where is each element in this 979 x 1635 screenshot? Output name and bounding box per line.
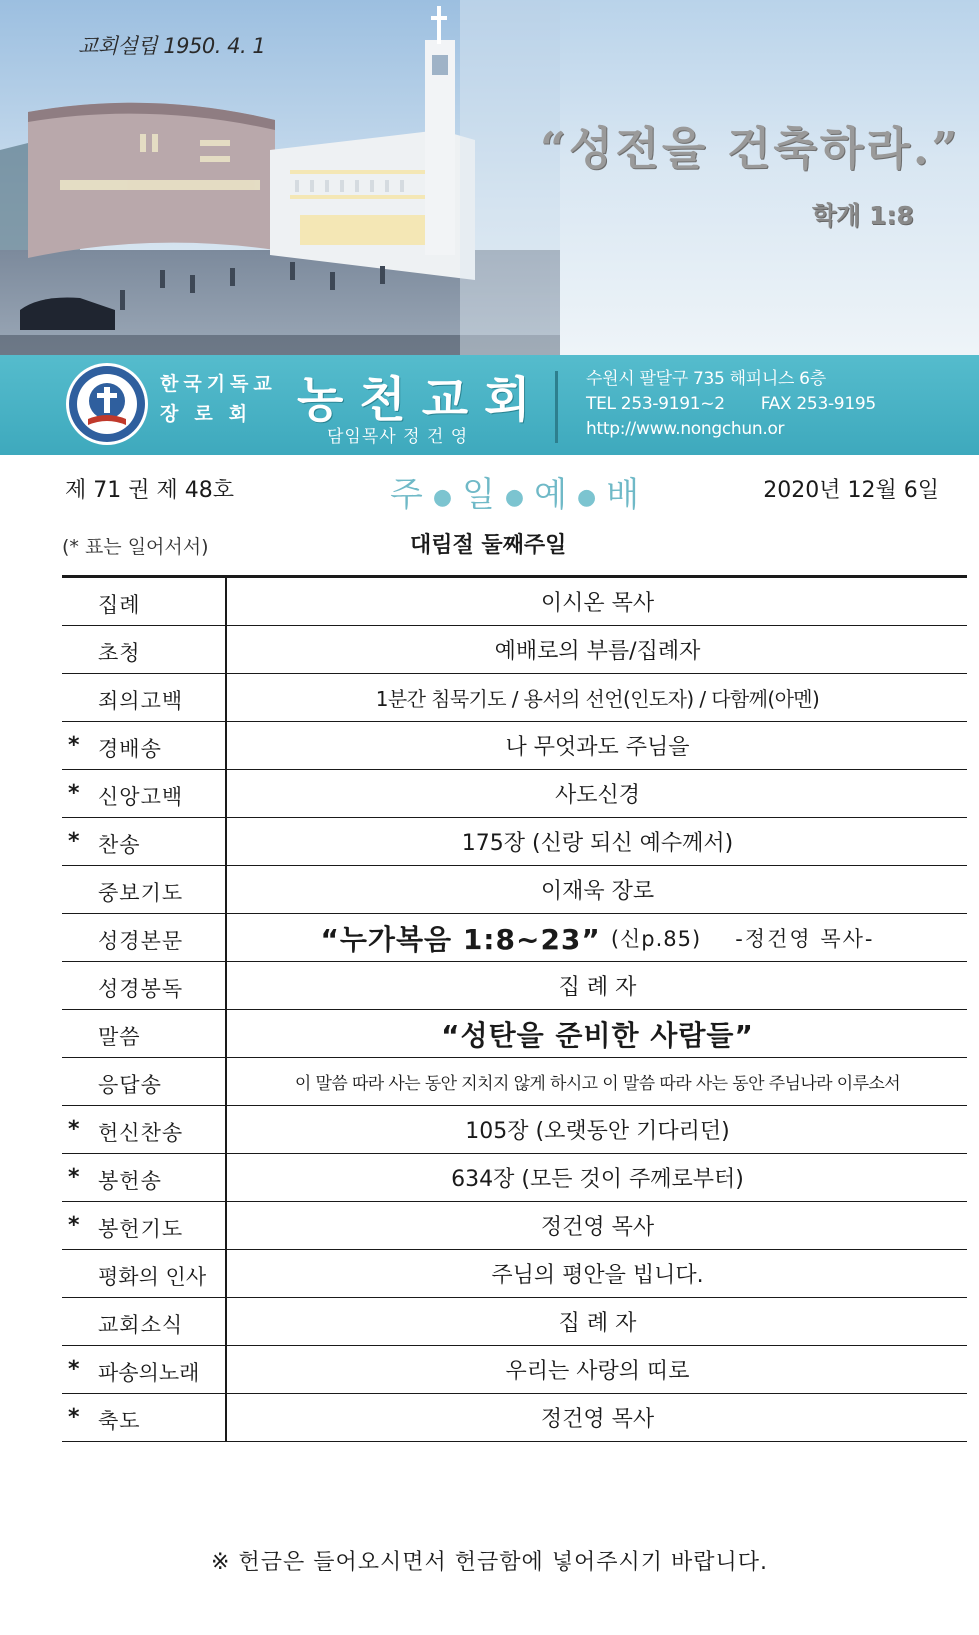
order-content: 주님의 평안을 빕니다. bbox=[491, 1263, 704, 1288]
table-row bbox=[62, 1106, 967, 1154]
church-logo-icon bbox=[64, 361, 150, 447]
service-title-char: 일 bbox=[462, 475, 497, 515]
order-content: 집 례 자 bbox=[558, 1311, 637, 1336]
order-label: 축도 bbox=[98, 1409, 141, 1433]
table-row bbox=[62, 962, 967, 1010]
table-row bbox=[62, 1010, 967, 1058]
website-link[interactable]: http://www.nongchun.or bbox=[586, 419, 785, 439]
offering-notice: ※ 헌금은 들어오시면서 헌금함에 넣어주시기 바랍니다. bbox=[211, 1550, 768, 1575]
preacher: -정건영 목사- bbox=[735, 926, 875, 951]
order-content: 집 례 자 bbox=[558, 975, 637, 1000]
order-label: 죄의고백 bbox=[98, 689, 184, 713]
table-row bbox=[62, 674, 967, 722]
sermon-title: “성탄을 준비한 사람들” bbox=[441, 1018, 754, 1052]
order-content: 1분간 침묵기도 / 용서의 선언(인도자) / 다함께(아멘) bbox=[375, 687, 820, 711]
scripture-reference: “누가복음 1:8~23” bbox=[320, 922, 601, 956]
church-name: 농천교회 bbox=[297, 372, 547, 428]
scripture-page: (신p.85) bbox=[610, 926, 702, 951]
senior-pastor: 담임목사 정 건 영 bbox=[327, 427, 469, 447]
table-row bbox=[62, 1346, 967, 1394]
table-row bbox=[62, 1250, 967, 1298]
order-label: 성경본문 bbox=[98, 929, 184, 953]
order-content: 나 무엇과도 주님을 bbox=[505, 735, 690, 760]
table-row bbox=[62, 1394, 967, 1442]
church-banner bbox=[0, 355, 979, 455]
order-of-worship-table bbox=[62, 575, 967, 1442]
stand-marker: * bbox=[68, 829, 80, 854]
table-row bbox=[62, 866, 967, 914]
fax: FAX 253-9195 bbox=[760, 394, 876, 414]
order-label: 신앙고백 bbox=[98, 785, 184, 809]
order-label: 교회소식 bbox=[98, 1313, 184, 1337]
order-content: 이 말씀 따라 사는 동안 지치지 않게 하시고 이 말씀 따라 사는 동안 주님나라 이루소서 bbox=[294, 1074, 901, 1094]
stand-marker: * bbox=[68, 1117, 80, 1142]
stand-marker: * bbox=[68, 1357, 80, 1382]
denomination-line1: 한국기독교 bbox=[160, 373, 277, 395]
service-title-char: 주 bbox=[390, 475, 425, 515]
order-content: 예배로의 부름/집례자 bbox=[494, 639, 701, 664]
table-row bbox=[62, 1154, 967, 1202]
order-label: 응답송 bbox=[98, 1073, 162, 1097]
service-title: 주 ● 일 ● 예 ● 배 bbox=[390, 475, 642, 515]
stand-marker: * bbox=[68, 733, 80, 758]
motto: “성전을 건축하라.” bbox=[540, 122, 961, 175]
order-content: 정건영 목사 bbox=[540, 1407, 655, 1432]
table-row bbox=[62, 770, 967, 818]
denomination-line2: 장로회 bbox=[160, 403, 264, 425]
service-title-char: 배 bbox=[606, 475, 642, 515]
founding-date: 교회설립 1950. 4. 1 bbox=[78, 34, 266, 58]
service-date: 2020년 12월 6일 bbox=[763, 478, 939, 503]
header-photo bbox=[0, 0, 979, 355]
order-label: 찬송 bbox=[98, 833, 141, 857]
contact-info bbox=[586, 367, 876, 442]
order-content: 175장 (신랑 되신 예수께서) bbox=[461, 831, 734, 856]
table-row bbox=[62, 1298, 967, 1346]
order-label: 파송의노래 bbox=[98, 1361, 200, 1385]
denomination bbox=[160, 369, 277, 429]
order-content: 이재욱 장로 bbox=[540, 879, 655, 904]
order-content: 이시온 목사 bbox=[540, 591, 655, 616]
scripture-reading bbox=[228, 914, 967, 961]
order-label: 초청 bbox=[98, 641, 141, 665]
table-row bbox=[62, 914, 967, 962]
order-label: 봉헌송 bbox=[98, 1169, 162, 1193]
table-row bbox=[62, 818, 967, 866]
order-label: 헌신찬송 bbox=[98, 1121, 184, 1145]
service-title-char: 예 bbox=[534, 475, 569, 515]
table-row bbox=[62, 1058, 967, 1106]
motto-reference: 학개 1:8 bbox=[812, 201, 914, 230]
order-content: 105장 (오랫동안 기다리던) bbox=[465, 1119, 730, 1144]
stand-marker: * bbox=[68, 1213, 80, 1238]
standing-note: (* 표는 일어서서) bbox=[62, 536, 209, 558]
order-content: 사도신경 bbox=[554, 783, 640, 808]
order-label: 봉헌기도 bbox=[98, 1217, 184, 1241]
order-content: 634장 (모든 것이 주께로부터) bbox=[451, 1167, 744, 1192]
order-label: 중보기도 bbox=[98, 881, 184, 905]
issue-number: 제 71 권 제 48호 bbox=[65, 478, 234, 503]
order-label: 경배송 bbox=[98, 737, 162, 761]
table-row bbox=[62, 578, 967, 626]
table-row bbox=[62, 626, 967, 674]
stand-marker: * bbox=[68, 1165, 80, 1190]
address: 수원시 팔달구 735 해피니스 6층 bbox=[586, 369, 826, 389]
order-label: 집례 bbox=[98, 593, 141, 617]
liturgical-season: 대림절 둘째주일 bbox=[410, 533, 567, 558]
stand-marker: * bbox=[68, 781, 80, 806]
order-content: 정건영 목사 bbox=[540, 1215, 655, 1240]
table-row bbox=[62, 1202, 967, 1250]
order-label: 성경봉독 bbox=[98, 977, 184, 1001]
banner-divider bbox=[555, 371, 558, 443]
stand-marker: * bbox=[68, 1405, 80, 1430]
order-label: 말씀 bbox=[98, 1025, 141, 1049]
table-row bbox=[62, 722, 967, 770]
telephone: TEL 253-9191~2 bbox=[586, 394, 725, 414]
order-label: 평화의 인사 bbox=[98, 1265, 207, 1289]
order-content: 우리는 사랑의 띠로 bbox=[505, 1359, 690, 1384]
